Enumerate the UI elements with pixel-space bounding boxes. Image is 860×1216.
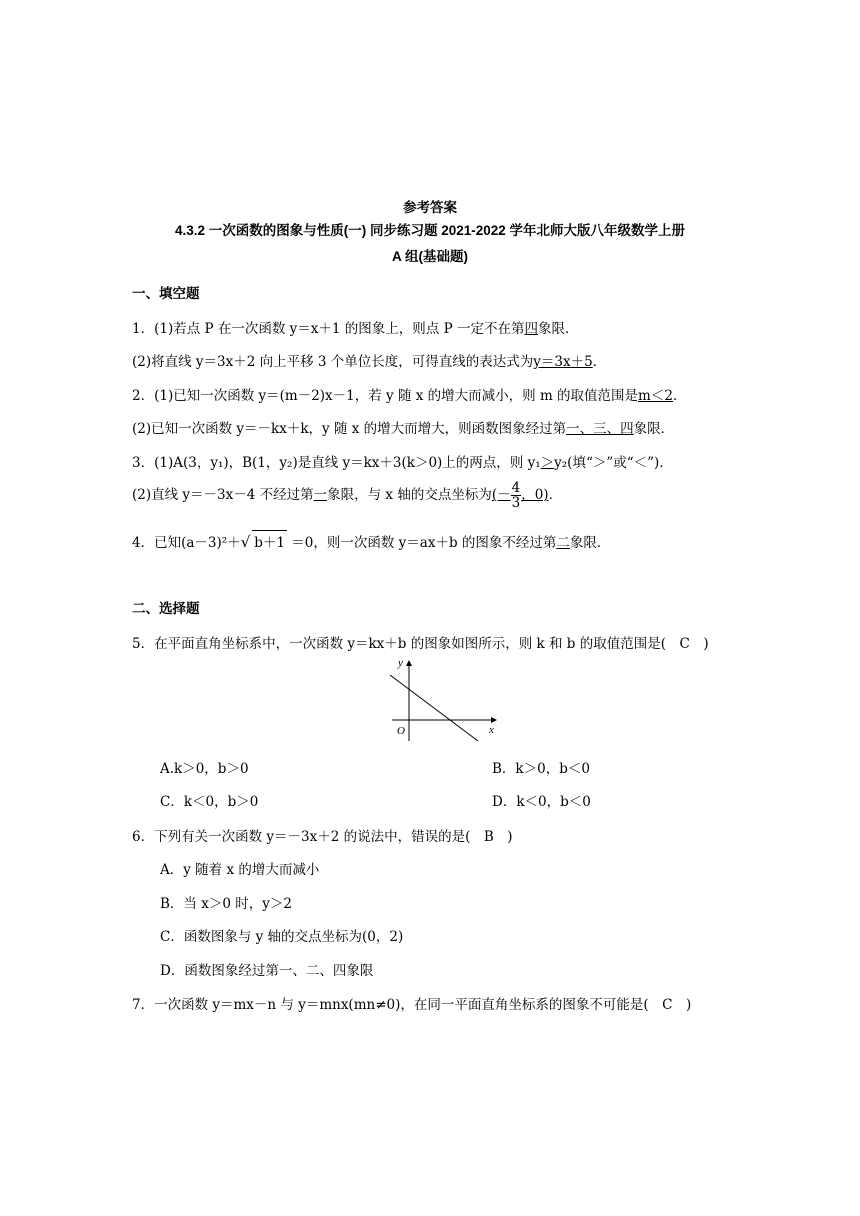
y-axis-label: y bbox=[398, 657, 403, 669]
question-7-stem: 7．一次函数 y＝mx－n 与 y＝mnx(mn≠0)，在同一平面直角坐标系的图象不可能是( C ) bbox=[132, 997, 692, 1013]
option-a: A．y 随着 x 的增大而减小 bbox=[160, 862, 320, 878]
answer-blank: y＝3x＋5 bbox=[533, 354, 593, 370]
section-fill-heading: 一、填空题 bbox=[132, 286, 200, 301]
option-c: C．函数图象与 y 轴的交点坐标为(0，2) bbox=[160, 929, 404, 945]
answer-blank: 二 bbox=[556, 535, 570, 551]
answer-blank: 一 bbox=[313, 487, 328, 503]
group-heading: A 组(基础题) bbox=[392, 249, 468, 264]
option-b: B．当 x＞0 时，y＞2 bbox=[160, 896, 292, 912]
question-3-part-2: (2)直线 y＝－3x－4 不经过第一象限，与 x 轴的交点坐标为(－ $\frac{4}{3}$ ，0)． bbox=[132, 480, 563, 511]
option-c: C．k＜0，b＞0 bbox=[160, 794, 259, 810]
answer-blank: ＞ bbox=[540, 455, 555, 471]
question-3-part-1: 3．(1)A(3，y₁)，B(1，y₂)是直线 y＝kx＋3(k＞0)上的两点，则 y₁＞y₂(填“＞”或“＜”)． bbox=[132, 455, 673, 471]
question-1-part-1: 1．(1)若点 P 在一次函数 y＝x＋1 的图象上，则点 P 一定不在第四象限． bbox=[132, 321, 579, 337]
section-choice-heading: 二、选择题 bbox=[132, 601, 200, 616]
option-b: B．k＞0，b＜0 bbox=[492, 761, 590, 777]
question-1-part-2: (2)将直线 y＝3x＋2 向上平移 3 个单位长度，可得直线的表达式为y＝3x＋5． bbox=[132, 354, 607, 370]
option-d: D．函数图象经过第一、二、四象限 bbox=[160, 963, 374, 979]
question-4: 4．已知(a－3)²＋√ b＋1 ＝0，则一次函数 y＝ax＋b 的图象不经过第二象限． bbox=[132, 530, 610, 551]
origin-label: O bbox=[397, 725, 405, 737]
answer-blank-coordinate: (－ $\frac{4}{3}$ ，0) bbox=[491, 480, 549, 511]
x-axis-label: x bbox=[489, 724, 494, 736]
question-2-part-2: (2)已知一次函数 y＝－kx＋k，y 随 x 的增大而增大，则函数图象经过第一、三、四象限． bbox=[132, 421, 675, 437]
option-a: A.k＞0，b＞0 bbox=[160, 761, 249, 777]
answer-blank: 一、三、四 bbox=[566, 421, 634, 437]
question-5-stem: 5．在平面直角坐标系中，一次函数 y＝kx＋b 的图象如图所示，则 k 和 b 的取值范围是( C ) bbox=[132, 636, 709, 652]
linear-function-graph bbox=[384, 655, 504, 743]
answer-blank: m＜2 bbox=[638, 388, 673, 404]
document-subtitle: 4.3.2 一次函数的图象与性质(一) 同步练习题 2021-2022 学年北师大版八年级数学上册 bbox=[174, 223, 686, 238]
option-d: D．k＜0，b＜0 bbox=[492, 794, 591, 810]
page-title: 参考答案 bbox=[403, 200, 457, 215]
answer-blank: 四 bbox=[524, 321, 538, 337]
question-2-part-1: 2．(1)已知一次函数 y＝(m－2)x－1，若 y 随 x 的增大而减小，则 m 的取值范围是m＜2． bbox=[132, 388, 687, 404]
square-root: b＋1 bbox=[252, 530, 287, 551]
fraction: $\frac{4}{3}$ bbox=[511, 480, 521, 511]
question-6-stem: 6．下列有关一次函数 y＝－3x＋2 的说法中，错误的是( B ) bbox=[132, 829, 513, 845]
